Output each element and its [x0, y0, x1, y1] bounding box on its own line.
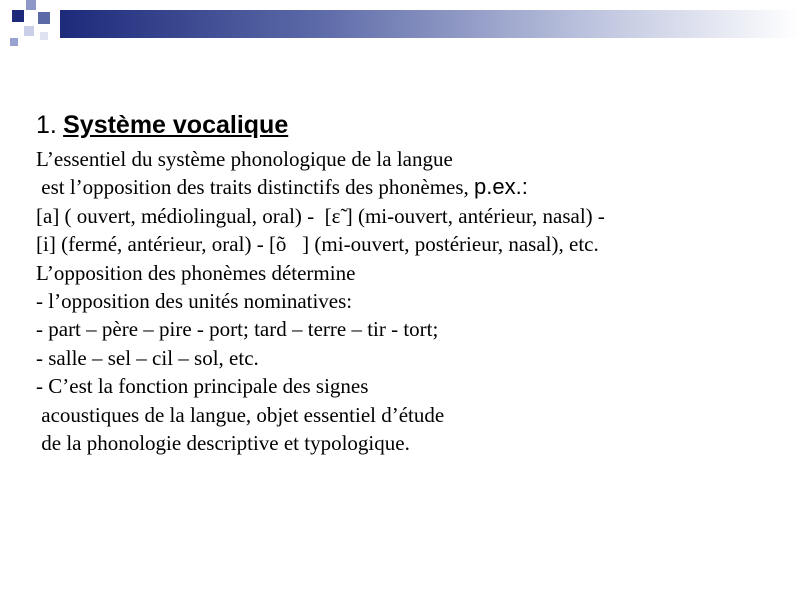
line-text: L’opposition des phonèmes détermine [36, 260, 356, 285]
line-text: [i] (fermé, antérieur, oral) - [õ ] (mi-ouvert, postérieur, nasal), etc. [36, 232, 599, 257]
line-text: - salle – sel – cil – sol, etc. [36, 345, 259, 370]
decor-square [10, 38, 18, 46]
heading-number: 1. [36, 111, 57, 139]
line-text: - l’opposition des unités nominatives: [36, 289, 353, 314]
decor-square [24, 26, 34, 36]
text-line [36, 287, 786, 315]
decor-square [12, 10, 24, 22]
text-line [36, 259, 786, 287]
line-tail: p.ex.: [474, 174, 528, 200]
text-line [36, 202, 786, 230]
slide-body [36, 108, 786, 457]
line-text: - part – père – pire - port; tard – terre – tir - tort; [36, 317, 439, 342]
line-text: de la phonologie descriptive et typologique. [36, 431, 410, 456]
line-text: est l’opposition des traits distinctifs des phonèmes, [36, 175, 475, 200]
gradient-header-bar [60, 10, 800, 38]
text-line [36, 401, 786, 429]
line-text: [a] ( ouvert, médiolingual, oral) - [ɛ̃ ] (mi-ouvert, antérieur, nasal) - [36, 203, 605, 228]
text-line [36, 344, 786, 372]
text-line [36, 145, 786, 173]
decor-square [26, 0, 36, 10]
header-decoration [0, 0, 800, 60]
text-line [36, 230, 786, 258]
text-line [36, 429, 786, 457]
decor-square [40, 32, 48, 40]
slide-heading [36, 108, 786, 143]
text-line [36, 372, 786, 400]
line-text: L’essentiel du système phonologique de la langue [36, 147, 453, 171]
line-text: acoustiques de la langue, objet essentiel d’étude [36, 402, 445, 427]
heading-title: Système vocalique [63, 111, 289, 139]
text-line [36, 173, 786, 201]
line-text: - C’est la fonction principale des signes [36, 374, 369, 399]
text-line [36, 315, 786, 343]
decor-square [38, 12, 50, 24]
